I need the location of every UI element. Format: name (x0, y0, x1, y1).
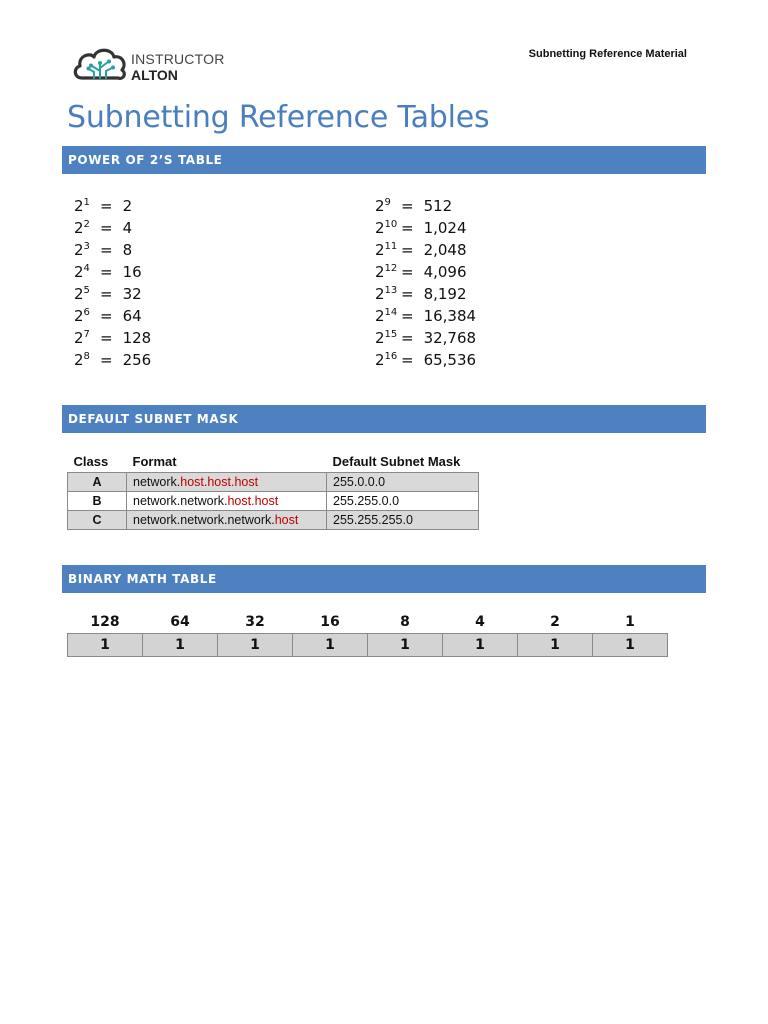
table-row (68, 492, 479, 511)
mask-cell: 255.0.0.0 (327, 473, 479, 492)
power-term (74, 346, 100, 371)
power-exponent: 7 (83, 329, 90, 340)
power-base: 2 (74, 241, 84, 259)
binary-value-row (68, 634, 668, 657)
power-exponent: 1 (83, 197, 90, 208)
bit-value-header: 64 (170, 614, 190, 630)
power-row (74, 236, 151, 258)
powers-left-column (74, 192, 151, 368)
network-part: network. (133, 475, 181, 489)
equals-sign: = (100, 307, 113, 325)
power-base: 2 (375, 285, 385, 303)
column-header-format: Format (132, 453, 177, 469)
power-exponent: 2 (83, 219, 90, 230)
bit-cell: 1 (518, 634, 593, 657)
bit-cell: 1 (293, 634, 368, 657)
bit-cell: 1 (368, 634, 443, 657)
bit-value-header: 128 (90, 614, 120, 630)
logo-text-instructor: INSTRUCTOR (131, 51, 225, 67)
section-header-powers: POWER OF 2’S TABLE (62, 146, 706, 174)
host-part: host.host.host (180, 475, 259, 489)
equals-sign: = (100, 263, 113, 281)
power-value: 512 (423, 197, 453, 215)
power-base: 2 (74, 307, 84, 325)
power-exponent: 10 (384, 219, 398, 230)
equals-sign: = (401, 307, 414, 325)
binary-header-row (68, 611, 668, 634)
power-exponent: 4 (83, 263, 90, 274)
table-row (68, 511, 479, 530)
power-base: 2 (375, 241, 385, 259)
cloud-tree-logo-icon (72, 44, 128, 84)
default-subnet-mask-table (67, 451, 479, 530)
mask-cell: 255.255.255.0 (327, 511, 479, 530)
equals-sign: = (100, 351, 113, 369)
bit-value-header: 2 (550, 614, 560, 630)
power-row (74, 214, 151, 236)
host-part: host (274, 513, 299, 527)
power-row (375, 214, 476, 236)
network-part: network.network.network. (133, 513, 275, 527)
bit-value-header: 1 (625, 614, 635, 630)
power-row (375, 258, 476, 280)
power-row (375, 236, 476, 258)
section-header-binary-math: BINARY MATH TABLE (62, 565, 706, 593)
bit-cell: 1 (593, 634, 668, 657)
power-base: 2 (74, 219, 84, 237)
power-base: 2 (375, 219, 385, 237)
power-value: 32 (122, 285, 142, 303)
equals-sign: = (401, 219, 414, 237)
power-exponent: 3 (83, 241, 90, 252)
power-base: 2 (74, 351, 84, 369)
equals-sign: = (100, 329, 113, 347)
equals-sign: = (100, 197, 113, 215)
power-value: 2,048 (423, 241, 467, 259)
brand-logo (72, 44, 232, 84)
powers-right-column (375, 192, 476, 368)
bit-value-header: 32 (245, 614, 265, 630)
format-cell (127, 473, 327, 492)
power-value: 32,768 (423, 329, 477, 347)
bit-value-header: 8 (400, 614, 410, 630)
power-exponent: 13 (384, 285, 398, 296)
power-row (375, 192, 476, 214)
power-value: 65,536 (423, 351, 477, 369)
power-value: 2 (122, 197, 133, 215)
power-exponent: 9 (384, 197, 391, 208)
equals-sign: = (401, 197, 414, 215)
column-header-mask: Default Subnet Mask (332, 453, 461, 469)
power-exponent: 12 (384, 263, 398, 274)
network-part: network.network. (133, 494, 228, 508)
power-value: 64 (122, 307, 142, 325)
power-row (375, 346, 476, 368)
power-base: 2 (74, 197, 84, 215)
logo-text-alton: ALTON (131, 67, 178, 83)
equals-sign: = (100, 241, 113, 259)
power-row (375, 324, 476, 346)
equals-sign: = (401, 241, 414, 259)
section-header-subnet-mask: DEFAULT SUBNET MASK (62, 405, 706, 433)
page-title: Subnetting Reference Tables (67, 100, 490, 135)
power-base: 2 (375, 329, 385, 347)
power-value: 8,192 (423, 285, 467, 303)
bit-cell: 1 (68, 634, 143, 657)
column-header-class: Class (73, 453, 109, 469)
table-row (68, 473, 479, 492)
power-value: 16,384 (423, 307, 477, 325)
power-base: 2 (74, 263, 84, 281)
power-row (74, 258, 151, 280)
equals-sign: = (401, 285, 414, 303)
power-value: 4,096 (423, 263, 467, 281)
power-row (74, 346, 151, 368)
power-value: 128 (122, 329, 152, 347)
power-row (74, 324, 151, 346)
power-exponent: 16 (384, 351, 398, 362)
bit-cell: 1 (218, 634, 293, 657)
power-base: 2 (375, 197, 385, 215)
bit-cell: 1 (143, 634, 218, 657)
power-exponent: 8 (83, 351, 90, 362)
power-base: 2 (375, 263, 385, 281)
host-part: host.host (227, 494, 279, 508)
equals-sign: = (100, 219, 113, 237)
power-exponent: 11 (384, 241, 398, 252)
power-row (74, 302, 151, 324)
bit-cell: 1 (443, 634, 518, 657)
equals-sign: = (401, 263, 414, 281)
power-base: 2 (375, 307, 385, 325)
document-header-title: Subnetting Reference Material (528, 48, 687, 60)
equals-sign: = (401, 329, 414, 347)
power-row (375, 280, 476, 302)
power-value: 8 (122, 241, 133, 259)
power-value: 4 (122, 219, 133, 237)
bit-value-header: 16 (320, 614, 340, 630)
equals-sign: = (100, 285, 113, 303)
power-row (74, 192, 151, 214)
power-value: 1,024 (423, 219, 467, 237)
power-exponent: 6 (83, 307, 90, 318)
power-base: 2 (74, 285, 84, 303)
format-cell (127, 492, 327, 511)
class-cell: A (68, 473, 127, 492)
power-exponent: 5 (83, 285, 90, 296)
power-term (375, 346, 401, 371)
power-base: 2 (375, 351, 385, 369)
power-exponent: 14 (384, 307, 398, 318)
power-exponent: 15 (384, 329, 398, 340)
power-value: 256 (122, 351, 152, 369)
binary-math-table (67, 611, 668, 657)
bit-value-header: 4 (475, 614, 485, 630)
power-value: 16 (122, 263, 142, 281)
class-cell: C (68, 511, 127, 530)
format-cell (127, 511, 327, 530)
equals-sign: = (401, 351, 414, 369)
power-row (74, 280, 151, 302)
class-cell: B (68, 492, 127, 511)
power-base: 2 (74, 329, 84, 347)
mask-cell: 255.255.0.0 (327, 492, 479, 511)
power-row (375, 302, 476, 324)
